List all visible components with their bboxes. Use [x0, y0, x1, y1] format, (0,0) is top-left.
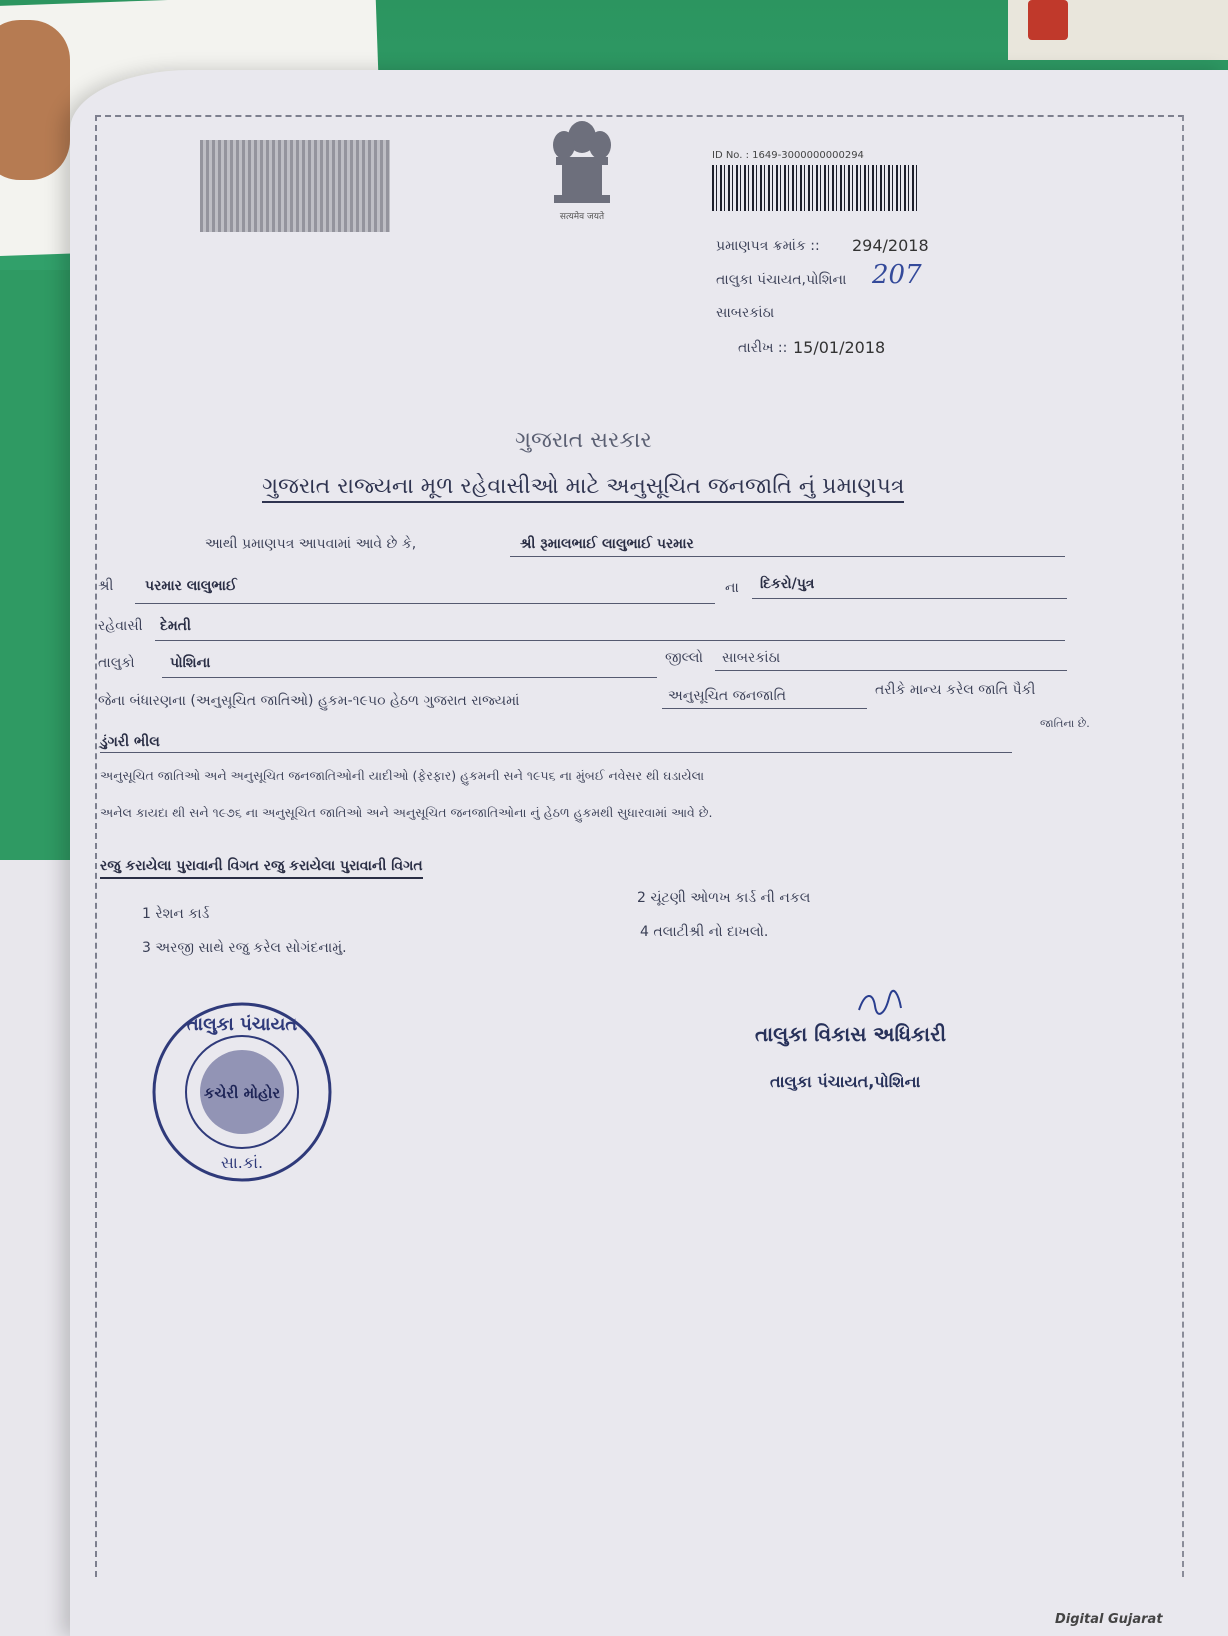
order-text: જેના બંધારણના (અનુસૂચિત જાતિઓ) હુકમ-૧૯૫૦ હેઠળ ગુજરાત રાજ્યમાં — [98, 693, 520, 709]
district-value: સાબરકાંઠા — [722, 650, 781, 666]
certificate-title: ગુજરાત રાજ્યના મૂળ રહેવાસીઓ માટે અનુસૂચિત જનજાતિ નું પ્રમાણપત્ર — [262, 474, 904, 503]
applicant-name: શ્રી રૂમાલભાઈ લાલુભાઈ પરમાર — [520, 536, 694, 552]
father-prefix: શ્રી — [98, 578, 114, 594]
national-emblem-icon — [540, 115, 625, 225]
relation-label: ના — [725, 580, 739, 596]
background-red-object — [1028, 0, 1068, 40]
barcode — [712, 165, 917, 211]
applicant-name-line — [510, 556, 1065, 557]
father-name-line — [135, 603, 715, 604]
evidence-item-4: 4 તલાટીશ્રી નો દાખલો. — [640, 924, 769, 940]
category-value: અનુસૂચિત જનજાતિ — [668, 688, 787, 704]
evidence-item-3: 3 અરજી સાથે રજુ કરેલ સોગંદનામું. — [142, 940, 347, 956]
paragraph-line-2: અનેલ કાયદા થી સને ૧૯૭૬ ના અનુસૂચિત જાતિઓ અને અનુસૂચિત જનજાતિઓના નું હેઠળ હુકમથી સુધારવામાં આવે છે. — [100, 805, 713, 820]
district-line — [715, 670, 1067, 671]
page-border — [95, 115, 1184, 1577]
intro-label: આથી પ્રમાણપત્ર આપવામાં આવે છે કે, — [205, 536, 417, 552]
office-line: તાલુકા પંચાયત,પોશિના — [716, 272, 847, 288]
taluka-line — [162, 677, 657, 678]
certificate-number: 294/2018 — [852, 236, 929, 255]
community-suffix: જાતિના છે. — [1040, 717, 1090, 730]
evidence-item-2: 2 ચૂંટણી ઓળખ કાર્ડ ની નકલ — [637, 890, 811, 906]
stamp-top-text: તાલુકા પંચાયત — [186, 1014, 298, 1035]
category-line — [662, 708, 867, 709]
signature-office: તાલુકા પંચાયત,પોશિના — [770, 1072, 921, 1091]
certificate-number-label: પ્રમાણપત્ર ક્રમાંક :: — [716, 238, 820, 254]
resident-value: દેમતી — [160, 618, 191, 634]
date-value: 15/01/2018 — [793, 338, 886, 357]
emblem-caption: सत्यमेव जयते — [559, 212, 605, 222]
tribe-line — [100, 752, 1012, 753]
district-line: સાબરકાંઠા — [716, 305, 775, 321]
recognized-text: તરીકે માન્ય કરેલ જાતિ પૈકી — [875, 682, 1036, 698]
thumb — [0, 20, 70, 180]
resident-label: રહેવાસી — [98, 618, 143, 634]
paragraph-line-1: અનુસૂચિત જાતિઓ અને અનુસૂચિત જનજાતિઓની યાદીઓ (ફેરફાર) હુકમની સને ૧૯૫૬ ના મુંબઈ નવેસર થી ઘડાયેલા — [100, 768, 705, 783]
taluka-value: પોશિના — [170, 655, 211, 671]
stamp-center-text: કચેરી મોહોર — [203, 1084, 281, 1102]
signature-title: તાલુકા વિકાસ અધિકારી — [755, 1022, 947, 1046]
handwritten-number: 207 — [872, 260, 922, 290]
stamp-bottom-text: સા.કાં. — [220, 1153, 264, 1172]
tribe-value: ડુંગરી ભીલ — [100, 734, 160, 750]
footer-brand: Digital Gujarat — [1055, 1612, 1163, 1627]
office-seal-stamp — [150, 1000, 335, 1185]
resident-line — [155, 640, 1065, 641]
date-label: તારીખ :: — [738, 340, 788, 356]
barcode-label: ID No. : 1649-3000000000294 — [712, 150, 864, 161]
government-title: ગુજરાત સરકાર — [515, 428, 652, 453]
father-name: પરમાર લાલુભાઈ — [145, 578, 237, 594]
evidence-heading: રજુ કરાયેલા પુરાવાની વિગત રજુ કરાયેલા પુરાવાની વિગત — [100, 858, 423, 879]
district-label: જીલ્લો — [665, 650, 703, 666]
relation-value: દિકરો/પુત્ર — [760, 576, 815, 592]
relation-line — [752, 598, 1067, 599]
evidence-item-1: 1 રેશન કાર્ડ — [142, 906, 210, 922]
taluka-label: તાલુકો — [98, 655, 135, 671]
photo-strip — [200, 140, 390, 232]
signature-scribble — [855, 988, 905, 1018]
